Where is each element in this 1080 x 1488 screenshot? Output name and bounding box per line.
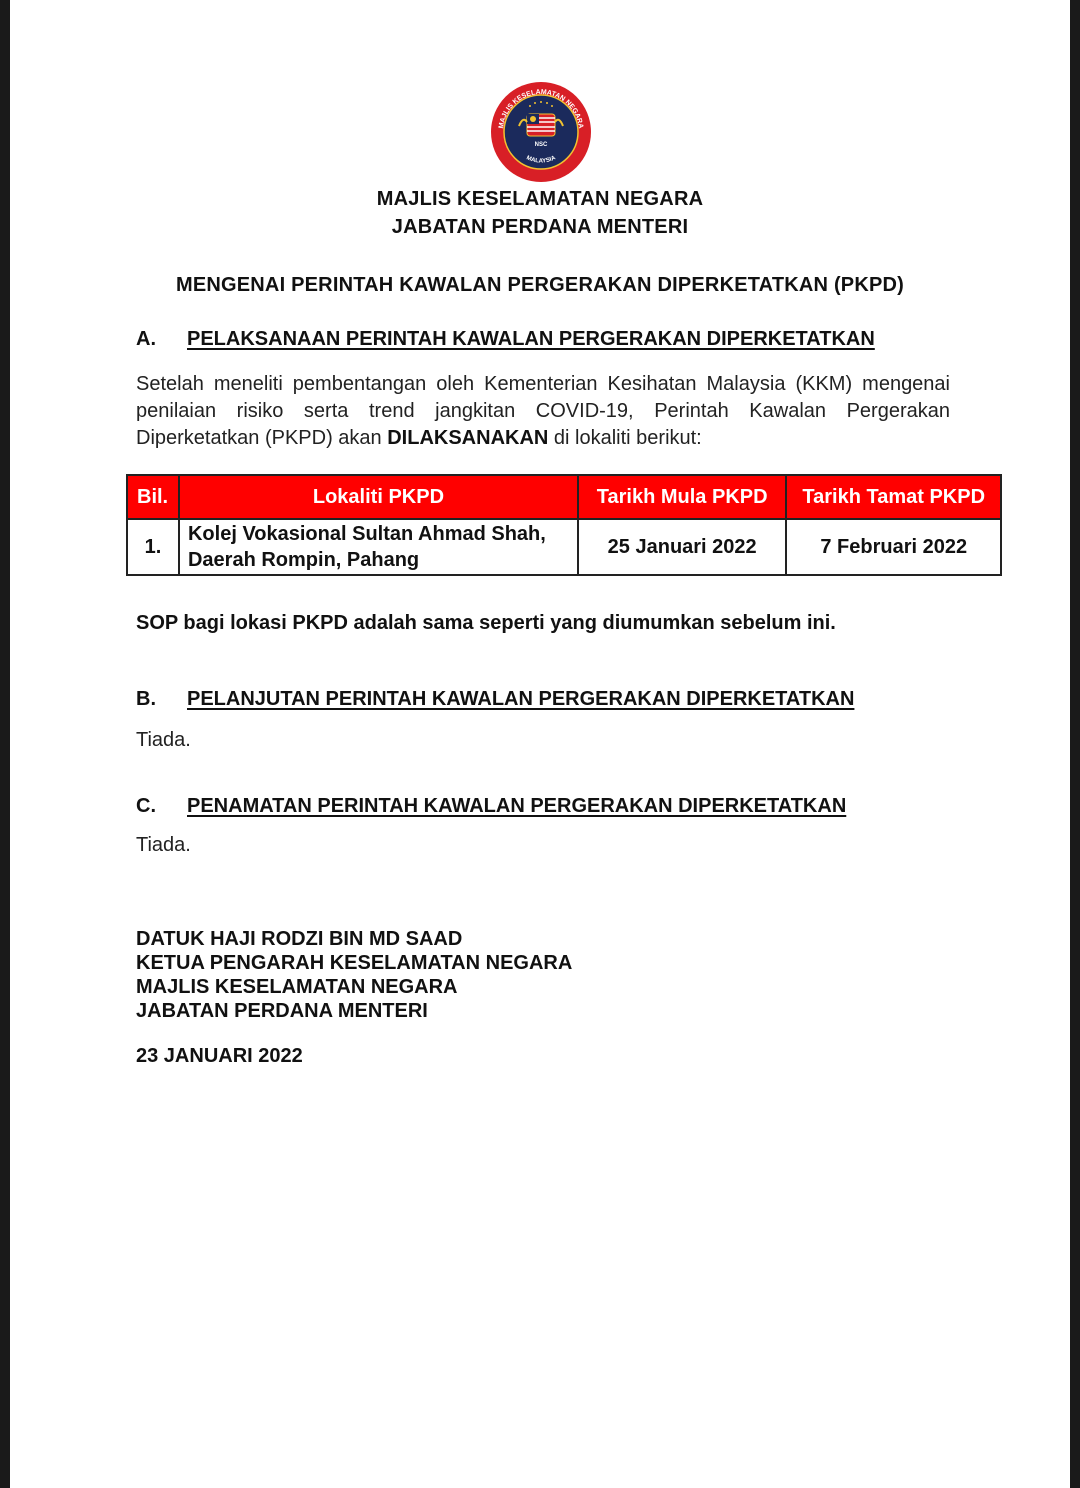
section-b-body: Tiada. bbox=[136, 729, 191, 751]
section-b-title: PELANJUTAN PERINTAH KAWALAN PERGERAKAN DIPERKETATKAN bbox=[187, 688, 855, 710]
section-a-heading bbox=[136, 328, 875, 351]
intro-text-1: Setelah meneliti pembentangan oleh Kementerian Kesihatan Malaysia (KKM) mengenai penilaian risiko serta trend jangkitan COVID-19, Perintah Kawalan Pergerakan Diperketatkan (PKPD) akan bbox=[136, 373, 950, 449]
intro-paragraph bbox=[136, 371, 950, 452]
nsc-logo bbox=[489, 80, 593, 184]
signatory-department: JABATAN PERDANA MENTERI bbox=[136, 1000, 428, 1022]
col-header-bil: Bil. bbox=[127, 475, 179, 519]
cell-lokaliti-line2: Daerah Rompin, Pahang bbox=[187, 549, 420, 571]
table-row bbox=[127, 519, 1001, 575]
section-c-heading bbox=[136, 795, 846, 818]
cell-lokaliti-line1: Kolej Vokasional Sultan Ahmad Shah, bbox=[187, 523, 546, 545]
section-b-heading bbox=[136, 688, 854, 711]
cell-tarikh-tamat: 7 Februari 2022 bbox=[786, 519, 1001, 575]
department-name: JABATAN PERDANA MENTERI bbox=[391, 216, 689, 238]
sop-note: SOP bagi lokasi PKPD adalah sama seperti yang diumumkan sebelum ini. bbox=[136, 612, 836, 634]
section-a-title: PELAKSANAAN PERINTAH KAWALAN PERGERAKAN DIPERKETATKAN bbox=[187, 328, 875, 350]
signatory-name: DATUK HAJI RODZI BIN MD SAAD bbox=[136, 928, 463, 950]
cell-bil: 1. bbox=[127, 519, 179, 575]
intro-text-bold: DILAKSANAKAN bbox=[387, 427, 549, 449]
subject-title: MENGENAI PERINTAH KAWALAN PERGERAKAN DIPERKETATKAN (PKPD) bbox=[175, 274, 905, 296]
logo-abbrev: NSC bbox=[534, 142, 548, 148]
pkpd-table bbox=[126, 474, 1002, 576]
logo-arc-top-text: MAJLIS KESELAMATAN NEGARA bbox=[498, 88, 584, 130]
signature-block bbox=[136, 927, 572, 1023]
section-c-body: Tiada. bbox=[136, 834, 191, 856]
intro-text-2: di lokaliti berikut: bbox=[548, 427, 702, 449]
col-header-tarikh-mula: Tarikh Mula PKPD bbox=[578, 475, 787, 519]
org-name: MAJLIS KESELAMATAN NEGARA bbox=[376, 188, 704, 210]
logo-arc-bottom-text: MALAYSIA bbox=[525, 155, 557, 165]
signatory-position: KETUA PENGARAH KESELAMATAN NEGARA bbox=[136, 952, 573, 974]
table-header-row bbox=[127, 475, 1001, 519]
section-c-title: PENAMATAN PERINTAH KAWALAN PERGERAKAN DIPERKETATKAN bbox=[187, 795, 847, 817]
section-b-letter: B. bbox=[136, 688, 156, 710]
col-header-tarikh-tamat: Tarikh Tamat PKPD bbox=[786, 475, 1001, 519]
cell-tarikh-mula: 25 Januari 2022 bbox=[578, 519, 787, 575]
col-header-lokaliti: Lokaliti PKPD bbox=[179, 475, 578, 519]
signatory-org: MAJLIS KESELAMATAN NEGARA bbox=[136, 976, 458, 998]
section-a-letter: A. bbox=[136, 328, 156, 350]
cell-lokaliti bbox=[179, 519, 578, 575]
document-date: 23 JANUARI 2022 bbox=[136, 1045, 303, 1067]
section-c-letter: C. bbox=[136, 795, 156, 817]
